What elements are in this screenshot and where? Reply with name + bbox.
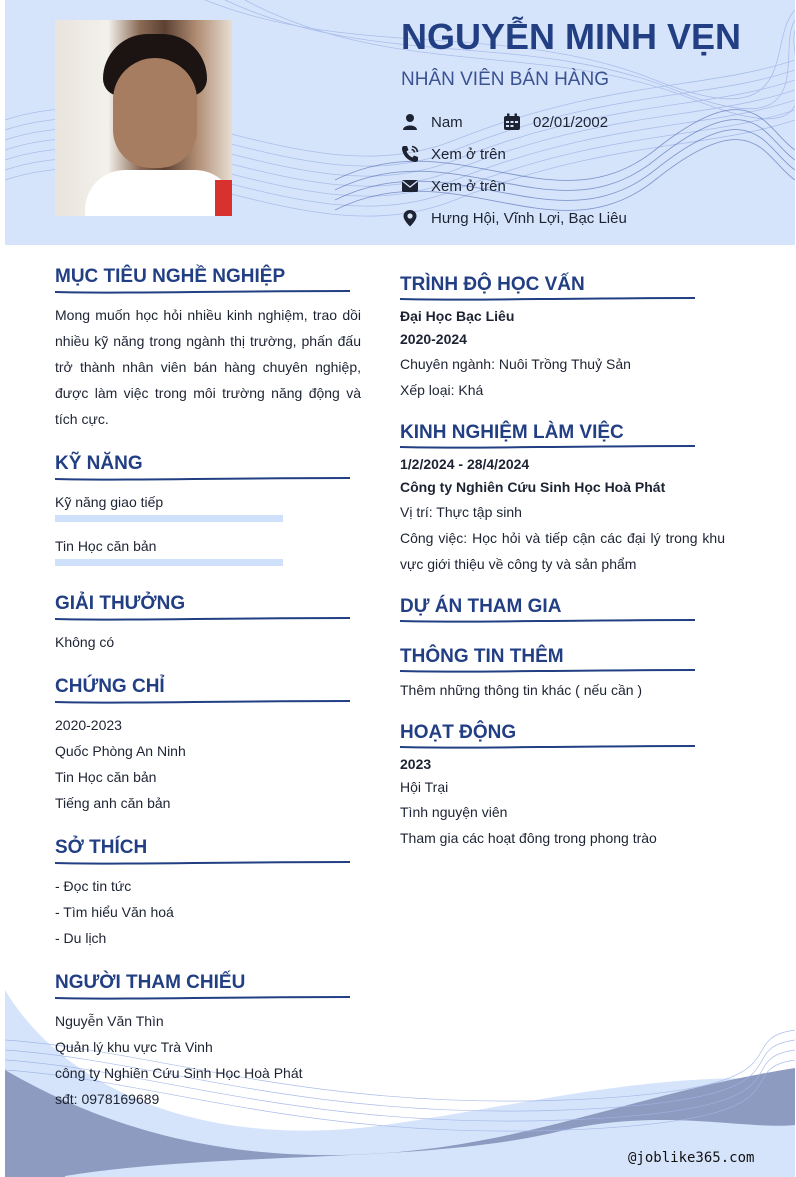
reference-item: công ty Nghiên Cứu Sinh Học Hoà Phát [55, 1065, 303, 1081]
skill-label: Tin Học căn bản [55, 538, 157, 554]
education-title: TRÌNH ĐỘ HỌC VẤN [400, 274, 585, 295]
skill-level-bar [55, 559, 283, 566]
activity-year: 2023 [400, 756, 432, 772]
experience-position: Vị trí: Thực tập sinh [400, 504, 522, 520]
user-icon [401, 113, 419, 131]
certificates-title: CHỨNG CHỈ [55, 676, 165, 697]
certificate-item: Quốc Phòng An Ninh [55, 743, 186, 759]
phone-value: Xem ở trên [431, 145, 506, 163]
job-title: NHÂN VIÊN BÁN HÀNG [401, 69, 609, 90]
cv-page [5, 0, 795, 1177]
profile-photo [55, 20, 232, 216]
hobby-item: - Tìm hiểu Văn hoá [55, 904, 174, 920]
certificate-item: 2020-2023 [55, 717, 122, 733]
hobby-item: - Đọc tin tức [55, 878, 132, 894]
section-underline [400, 744, 695, 750]
hobbies-title: SỞ THÍCH [55, 837, 148, 858]
awards-title: GIẢI THƯỞNG [55, 593, 186, 614]
education-rank: Xếp loại: Khá [400, 382, 484, 398]
education-school: Đại Học Bạc Liêu [400, 308, 515, 324]
hobby-item: - Du lịch [55, 930, 107, 946]
birthday-value: 02/01/2002 [533, 113, 609, 131]
section-underline [400, 618, 695, 624]
section-underline [55, 860, 350, 866]
education-period: 2020-2024 [400, 331, 467, 347]
calendar-icon [503, 113, 521, 131]
section-underline [55, 476, 350, 482]
objective-text: Mong muốn học hỏi nhiều kinh nghiệm, trao dồi nhiều kỹ năng trong ngành thị trường, phấn đấu trở thành nhân viên bán hàng chuyên nghiệp, được làm việc trong môi trường năng động và tích cực. [55, 307, 361, 427]
activity-item: Hội Trại [400, 779, 449, 795]
section-underline [400, 668, 695, 674]
section-underline [55, 699, 350, 705]
experience-company: Công ty Nghiên Cứu Sinh Học Hoà Phát [400, 479, 666, 495]
references-title: NGƯỜI THAM CHIẾU [55, 972, 246, 993]
reference-item: sđt: 0978169689 [55, 1091, 160, 1107]
reference-item: Nguyễn Văn Thìn [55, 1013, 164, 1029]
activity-item: Tham gia các hoạt đông trong phong trào [400, 830, 657, 846]
projects-title: DỰ ÁN THAM GIA [400, 596, 562, 617]
education-major: Chuyên ngành: Nuôi Trồng Thuỷ Sản [400, 356, 631, 372]
objective-title: MỤC TIÊU NGHỀ NGHIỆP [55, 266, 286, 287]
experience-period: 1/2/2024 - 28/4/2024 [400, 456, 530, 472]
footer-credit: @joblike365.com [628, 1150, 755, 1166]
activity-item: Tình nguyện viên [400, 804, 508, 820]
activities-title: HOẠT ĐỘNG [400, 722, 517, 743]
section-underline [55, 616, 350, 622]
skill-label: Kỹ năng giao tiếp [55, 494, 164, 510]
envelope-icon [401, 177, 419, 195]
extra-info-title: THÔNG TIN THÊM [400, 646, 564, 667]
experience-description: Công việc: Học hỏi và tiếp cận các đại lý trong khu vực giới thiệu về công ty và sản phẩm [400, 530, 725, 572]
skill-level-bar [55, 515, 283, 522]
certificate-item: Tiếng anh căn bản [55, 795, 171, 811]
extra-info-text: Thêm những thông tin khác ( nếu cần ) [400, 682, 643, 698]
email-value: Xem ở trên [431, 177, 506, 195]
gender-value: Nam [431, 113, 463, 131]
skills-title: KỸ NĂNG [55, 453, 143, 474]
certificate-item: Tin Học căn bản [55, 769, 157, 785]
experience-title: KINH NGHIỆM LÀM VIỆC [400, 422, 624, 443]
reference-item: Quản lý khu vực Trà Vinh [55, 1039, 213, 1055]
candidate-name: NGUYỄN MINH VẸN [401, 16, 742, 57]
section-underline [400, 296, 695, 302]
location-pin-icon [401, 209, 419, 227]
address-row [401, 209, 627, 227]
phone-icon [401, 145, 419, 163]
cv-header [5, 0, 795, 245]
birthday-row [503, 113, 608, 131]
gender-row [401, 113, 463, 131]
phone-row [401, 145, 506, 163]
section-underline [55, 289, 350, 295]
section-underline [400, 444, 695, 450]
address-value: Hưng Hội, Vĩnh Lợi, Bạc Liêu [431, 209, 627, 227]
award-item: Không có [55, 634, 115, 650]
email-row [401, 177, 506, 195]
section-underline [55, 995, 350, 1001]
